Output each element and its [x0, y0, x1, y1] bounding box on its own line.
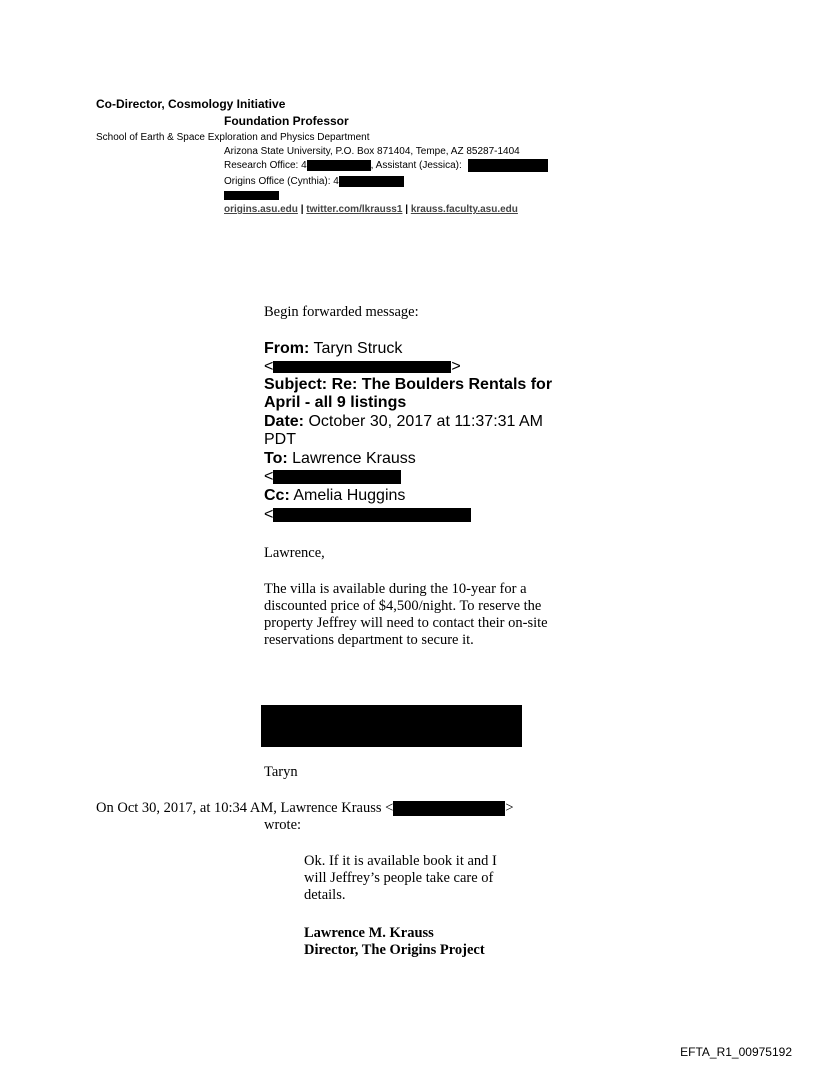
quoted-signature-title: Director, The Origins Project [304, 942, 485, 958]
quoted-signature-name: Lawrence M. Krauss [304, 925, 434, 941]
signature-origins-office [224, 175, 404, 189]
cc-name: Amelia Huggins [293, 487, 406, 504]
document-id: EFTA_R1_00975192 [680, 1045, 792, 1059]
from-bracket-open: < [264, 358, 274, 375]
redaction-box [273, 361, 451, 373]
header-from [264, 340, 564, 358]
from-label: From: [264, 340, 310, 357]
header-to [264, 450, 564, 468]
cc-label: Cc: [264, 487, 290, 504]
signature-title-professor: Foundation Professor [224, 114, 349, 128]
to-bracket: < [264, 468, 274, 485]
redaction-box [307, 160, 371, 171]
redaction-box [273, 470, 401, 484]
redaction-box [261, 705, 522, 747]
signature-department: School of Earth & Space Exploration and Physics Department [96, 132, 370, 143]
header-cc [264, 487, 564, 505]
link-origins[interactable]: origins.asu.edu [224, 204, 298, 215]
to-address [264, 468, 564, 486]
redaction-box [224, 191, 279, 200]
redaction-box [273, 508, 471, 522]
date-label: Date: [264, 413, 305, 430]
message-signoff: Taryn [264, 764, 298, 780]
signature-research-office [224, 159, 548, 173]
signature-links [224, 204, 518, 215]
forward-intro: Begin forwarded message: [264, 304, 419, 320]
origins-office-label: Origins Office (Cynthia): 4 [224, 176, 339, 187]
quoted-header-prefix: On Oct 30, 2017, at 10:34 AM, Lawrence Krauss < [96, 800, 394, 816]
message-body: The villa is available during the 10-year for a discounted price of $4,500/night. To reserve the property Jeffrey will need to contact their on-site reservations department to secure it. [264, 581, 548, 648]
cc-bracket: < [264, 506, 274, 523]
redaction-box [339, 176, 404, 187]
date-value: October 30, 2017 at 11:37:31 AM PDT [264, 413, 543, 448]
quoted-header-suffix: > [505, 800, 514, 816]
header-date [264, 413, 564, 449]
redaction-box [393, 801, 505, 816]
from-name: Taryn Struck [313, 340, 403, 357]
link-faculty[interactable]: krauss.faculty.asu.edu [410, 204, 518, 215]
signature-address: Arizona State University, P.O. Box 871404, Tempe, AZ 85287-1404 [224, 146, 520, 157]
link-separator: | [300, 204, 304, 215]
research-office-label: Research Office: 4 [224, 160, 307, 172]
subject-value: Re: The Boulders Rentals for April - all 9 listings [264, 376, 553, 411]
subject-label: Subject: [264, 376, 328, 393]
quoted-body: Ok. If it is available book it and I will Jeffrey’s people take care of details. [304, 853, 497, 903]
cc-address [264, 506, 564, 524]
redaction-box [468, 159, 548, 172]
from-bracket-close: > [451, 358, 461, 375]
message-greeting: Lawrence, [264, 545, 325, 561]
to-name: Lawrence Krauss [292, 450, 416, 467]
assistant-label: , Assistant (Jessica): [370, 160, 462, 172]
quoted-header [96, 800, 514, 817]
quoted-wrote: wrote: [264, 817, 302, 833]
from-address [264, 358, 564, 376]
signature-title-codirector: Co-Director, Cosmology Initiative [96, 97, 286, 111]
link-twitter[interactable]: twitter.com/lkrauss1 [306, 204, 403, 215]
link-separator: | [405, 204, 409, 215]
to-label: To: [264, 450, 288, 467]
header-subject [264, 376, 564, 412]
